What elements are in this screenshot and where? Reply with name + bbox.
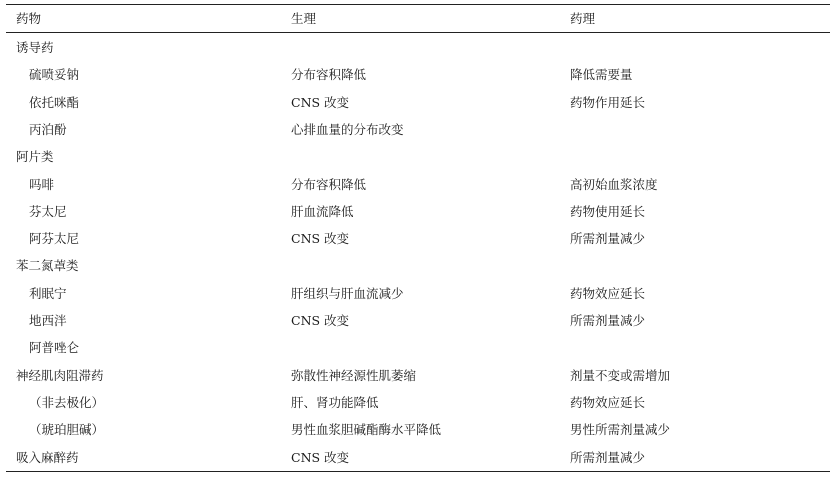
table-row — [6, 198, 830, 225]
cell-pharmacology: 药物使用延长 — [570, 203, 646, 219]
cell-drug: （琥珀胆碱） — [29, 422, 105, 438]
cell-physiology: 心排血量的分布改变 — [291, 121, 404, 137]
cell-pharmacology: 所需剂量减少 — [570, 313, 646, 328]
cell-drug: 阿芬太尼 — [29, 231, 80, 247]
cell-drug: （非去极化） — [29, 394, 105, 410]
cell-physiology: 分布容积降低 — [291, 176, 367, 192]
cell-pharmacology: 剂量不变或需增加 — [570, 367, 671, 383]
cell-drug: 依托咪酯 — [29, 94, 80, 110]
cell-pharmacology: 药物效应延长 — [570, 285, 646, 301]
table-bottom-rule — [6, 471, 830, 472]
cell-drug: 吗啡 — [29, 176, 55, 192]
table-row — [6, 362, 830, 389]
header-physiology: 生理 — [291, 11, 317, 26]
cell-physiology: CNS 改变 — [291, 313, 350, 328]
cell-pharmacology: 所需剂量减少 — [570, 231, 646, 247]
cell-physiology: CNS 改变 — [291, 449, 350, 465]
table-header-rule — [6, 32, 830, 33]
cell-drug: 神经肌肉阻滞药 — [16, 367, 104, 383]
table-row — [6, 225, 830, 252]
table-row — [6, 389, 830, 416]
cell-physiology: 弥散性神经源性肌萎缩 — [291, 367, 417, 383]
cell-pharmacology: 降低需要量 — [570, 67, 633, 83]
cell-drug: 苯二氮䓬类 — [16, 258, 79, 274]
cell-physiology: 分布容积降低 — [291, 67, 367, 83]
cell-physiology: 肝、肾功能降低 — [291, 394, 379, 410]
cell-physiology: 肝血流降低 — [291, 203, 354, 219]
cell-drug: 阿普唑仑 — [29, 340, 80, 356]
cell-drug: 硫喷妥钠 — [29, 67, 80, 83]
table-header-row — [6, 5, 830, 32]
table-row — [6, 307, 830, 334]
cell-drug: 丙泊酚 — [29, 121, 67, 137]
cell-physiology: CNS 改变 — [291, 94, 350, 110]
cell-drug: 芬太尼 — [29, 203, 67, 219]
table-row — [6, 89, 830, 116]
table-row — [6, 334, 830, 361]
cell-pharmacology: 所需剂量减少 — [570, 449, 646, 465]
cell-physiology: CNS 改变 — [291, 231, 350, 247]
cell-drug: 利眠宁 — [29, 285, 67, 301]
cell-drug: 阿片类 — [16, 149, 54, 165]
cell-pharmacology: 药物作用延长 — [570, 94, 646, 110]
cell-pharmacology: 男性所需剂量减少 — [570, 422, 671, 438]
cell-drug: 吸入麻醉药 — [16, 449, 79, 465]
table-row — [6, 444, 830, 471]
cell-physiology: 肝组织与肝血流减少 — [291, 285, 404, 301]
table-row — [6, 143, 830, 170]
cell-physiology: 男性血浆胆碱酯酶水平降低 — [291, 422, 442, 438]
header-pharmacology: 药理 — [570, 11, 596, 26]
cell-pharmacology: 药物效应延长 — [570, 394, 646, 410]
table-row — [6, 416, 830, 443]
table-row — [6, 280, 830, 307]
table-row — [6, 171, 830, 198]
table-row — [6, 116, 830, 143]
table-row — [6, 252, 830, 279]
table-row — [6, 34, 830, 61]
cell-drug: 诱导药 — [16, 40, 54, 55]
header-drug: 药物 — [16, 11, 42, 26]
cell-pharmacology: 高初始血浆浓度 — [570, 176, 658, 192]
cell-drug: 地西泮 — [29, 313, 67, 328]
table-row — [6, 61, 830, 88]
